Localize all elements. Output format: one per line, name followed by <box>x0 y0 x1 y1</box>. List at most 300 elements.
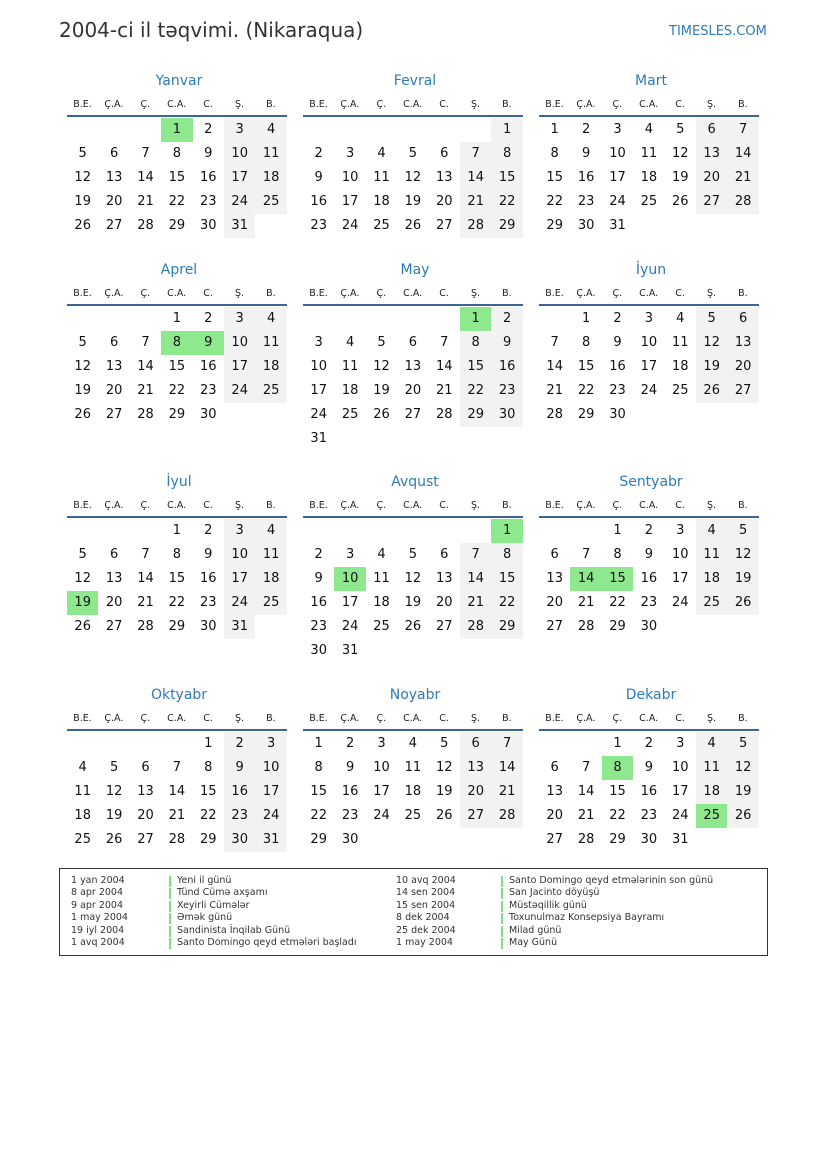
holiday-date: 1 may 2004 <box>71 912 128 924</box>
day-cell: 24 <box>341 218 359 233</box>
day-cell: 10 <box>640 335 658 350</box>
day-cell: 17 <box>224 567 255 591</box>
day-cell: 11 <box>74 784 91 799</box>
day-cell: 15 <box>609 784 626 799</box>
day-cell: 15 <box>200 784 217 799</box>
day-cell: 20 <box>404 383 422 398</box>
day-cell: 7 <box>172 760 182 775</box>
holiday-name: San Jacinto döyüşü <box>509 887 600 899</box>
day-cell: 21 <box>577 808 595 823</box>
month-name: Fevral <box>393 73 437 89</box>
day-cell: 30 <box>491 403 522 427</box>
holiday-name: Santo Domingo qeyd etmələrinin son günü <box>509 875 714 886</box>
month-name: Sentyabr <box>619 474 683 490</box>
day-cell: 22 <box>546 194 563 209</box>
day-cell: 7 <box>141 146 150 161</box>
day-cell: 31 <box>672 832 689 847</box>
weekday-header: C.A. <box>403 99 423 110</box>
day-cell: 22 <box>609 808 626 823</box>
day-cell: 26 <box>74 218 91 233</box>
day-cell: 8 <box>460 331 491 355</box>
day-cell: 9 <box>644 760 654 775</box>
day-cell: 21 <box>137 595 154 610</box>
day-cell: 2 <box>204 311 213 326</box>
day-cell: 6 <box>440 547 449 562</box>
day-cell: 2 <box>204 523 213 538</box>
day-cell: 28 <box>137 407 154 422</box>
weekday-header: Ç.A. <box>340 288 360 299</box>
day-cell: 21 <box>436 383 453 398</box>
day-cell: 22 <box>491 190 522 214</box>
weekday-header: B.E. <box>73 99 92 110</box>
day-cell: 3 <box>224 519 255 543</box>
day-cell: 5 <box>727 732 758 756</box>
weekday-header: B.E. <box>73 500 92 511</box>
day-cell: 3 <box>345 146 355 161</box>
day-cell: 14 <box>577 784 595 799</box>
day-cell: 8 <box>550 146 559 161</box>
day-cell: 13 <box>105 170 123 185</box>
weekday-header: B.E. <box>545 500 564 511</box>
weekday-header: C.A. <box>403 288 423 299</box>
day-cell: 24 <box>224 190 255 214</box>
holiday-name: Xeyirli Cümələr <box>177 899 250 911</box>
day-cell: 29 <box>609 832 626 847</box>
weekday-header: C.A. <box>639 288 659 299</box>
day-cell: 28 <box>137 619 154 634</box>
day-cell: 5 <box>78 146 87 161</box>
day-cell: 12 <box>436 760 453 775</box>
day-cell: 27 <box>137 832 154 847</box>
day-cell: 13 <box>727 331 758 355</box>
day-cell: 30 <box>640 832 658 847</box>
day-cell: 9 <box>613 335 622 350</box>
weekday-header: B. <box>502 288 512 299</box>
day-cell: 17 <box>672 571 689 586</box>
day-cell: 5 <box>78 547 87 562</box>
weekday-header: B.E. <box>309 713 328 724</box>
day-cell: 11 <box>640 146 658 161</box>
day-cell: 12 <box>672 146 689 161</box>
day-cell: 20 <box>105 595 123 610</box>
weekday-header: Ç. <box>140 99 151 110</box>
day-cell: 21 <box>460 591 491 615</box>
day-cell: 18 <box>696 780 727 804</box>
day-cell: 3 <box>345 547 355 562</box>
day-cell: 17 <box>341 194 359 209</box>
holiday-date: 8 dek 2004 <box>396 912 450 924</box>
day-cell: 30 <box>200 619 217 634</box>
day-cell: 23 <box>200 595 217 610</box>
holiday-name: Sandinista İnqilab Günü <box>177 924 291 936</box>
day-cell: 13 <box>105 571 123 586</box>
header-rule <box>67 115 287 117</box>
day-cell: 21 <box>137 194 154 209</box>
day-cell: 15 <box>577 359 595 374</box>
day-cell: 16 <box>200 571 217 586</box>
day-cell: 31 <box>255 828 286 852</box>
weekday-header: C.A. <box>639 99 659 110</box>
day-cell: 10 <box>672 760 689 775</box>
holiday-date: 14 sen 2004 <box>396 887 456 899</box>
weekday-header: Ç.A. <box>104 500 124 511</box>
day-cell: 4 <box>676 311 685 326</box>
day-cell: 25 <box>404 808 422 823</box>
day-cell: 8 <box>172 146 182 161</box>
day-cell: 22 <box>168 595 186 610</box>
day-cell: 24 <box>310 407 327 422</box>
weekday-header: Ç.A. <box>104 713 124 724</box>
day-cell: 26 <box>373 407 390 422</box>
day-cell: 13 <box>436 170 453 185</box>
day-cell: 8 <box>491 142 522 166</box>
day-cell: 29 <box>310 832 327 847</box>
day-cell: 19 <box>373 383 390 398</box>
day-cell: 1 <box>172 523 182 538</box>
weekday-header: Ş. <box>706 288 717 299</box>
holiday-date: 15 sen 2004 <box>396 899 456 911</box>
day-cell: 5 <box>78 335 87 350</box>
day-cell: 24 <box>341 619 359 634</box>
day-cell: 18 <box>672 359 689 374</box>
day-cell: 18 <box>255 166 286 190</box>
weekday-header: C. <box>203 99 213 110</box>
holiday-name: Əmək günü <box>177 912 233 924</box>
day-cell: 23 <box>640 595 658 610</box>
day-cell: 19 <box>74 194 91 209</box>
header-rule <box>303 729 523 731</box>
day-cell: 6 <box>696 118 727 142</box>
weekday-header: B. <box>266 500 276 511</box>
day-cell: 4 <box>696 732 727 756</box>
day-cell: 5 <box>408 146 418 161</box>
day-cell: 3 <box>377 736 386 751</box>
holiday-marker <box>501 888 503 899</box>
day-cell: 19 <box>727 780 758 804</box>
site-link[interactable]: TIMESLES.COM <box>669 24 767 39</box>
day-cell: 1 <box>204 736 213 751</box>
holiday-marker <box>169 901 171 912</box>
day-cell: 14 <box>491 756 522 780</box>
holiday-name: May Günü <box>509 937 558 949</box>
day-cell: 4 <box>255 519 286 543</box>
holiday-name: Milad günü <box>509 924 562 936</box>
day-cell: 15 <box>491 166 522 190</box>
month-name: May <box>400 262 430 278</box>
day-cell: 3 <box>314 335 323 350</box>
weekday-header: B. <box>502 500 512 511</box>
day-cell: 12 <box>404 170 422 185</box>
holiday-day-cell: 9 <box>193 331 224 355</box>
day-cell: 26 <box>74 407 91 422</box>
month-name: İyun <box>635 262 667 278</box>
day-cell: 26 <box>105 832 123 847</box>
holiday-marker <box>501 876 503 887</box>
day-cell: 28 <box>137 218 154 233</box>
day-cell: 26 <box>74 619 91 634</box>
day-cell: 7 <box>550 335 559 350</box>
holiday-name: Müstəqillik günü <box>509 899 587 911</box>
day-cell: 29 <box>168 218 186 233</box>
day-cell: 28 <box>727 190 758 214</box>
day-cell: 24 <box>672 808 689 823</box>
holiday-names-left <box>177 875 357 949</box>
holiday-marker <box>501 926 503 937</box>
day-cell: 15 <box>168 170 186 185</box>
day-cell: 29 <box>609 619 626 634</box>
day-cell: 5 <box>696 307 727 331</box>
day-cell: 31 <box>224 615 255 639</box>
weekday-header: Ç.A. <box>576 713 596 724</box>
day-cell: 15 <box>491 567 522 591</box>
day-cell: 13 <box>404 359 422 374</box>
weekday-header: B.E. <box>309 288 328 299</box>
day-cell: 22 <box>310 808 327 823</box>
weekday-header: B. <box>502 99 512 110</box>
holiday-date: 8 apr 2004 <box>71 887 124 899</box>
day-cell: 18 <box>255 355 286 379</box>
weekday-header: Ş. <box>470 713 481 724</box>
day-cell: 28 <box>460 615 491 639</box>
day-cell: 16 <box>200 170 217 185</box>
day-cell: 15 <box>310 784 327 799</box>
header-rule <box>67 516 287 518</box>
weekday-header: Ş. <box>234 500 245 511</box>
day-cell: 3 <box>255 732 286 756</box>
day-cell: 26 <box>696 379 727 403</box>
day-cell: 18 <box>404 784 422 799</box>
day-cell: 1 <box>581 311 591 326</box>
day-cell: 8 <box>314 760 323 775</box>
day-cell: 31 <box>341 643 359 658</box>
day-cell: 2 <box>491 307 522 331</box>
day-cell: 26 <box>727 804 758 828</box>
day-cell: 4 <box>345 335 355 350</box>
day-cell: 25 <box>341 407 359 422</box>
day-cell: 2 <box>224 732 255 756</box>
day-cell: 1 <box>550 122 559 137</box>
day-cell: 31 <box>310 431 327 446</box>
weekday-header: C.A. <box>167 713 187 724</box>
holiday-date: 10 avq 2004 <box>396 875 456 886</box>
day-cell: 19 <box>74 383 91 398</box>
holiday-day-cell: 25 <box>696 804 727 828</box>
day-cell: 16 <box>577 170 595 185</box>
weekday-header: Ş. <box>470 500 481 511</box>
day-cell: 28 <box>168 832 186 847</box>
month-name: Avqust <box>391 474 439 490</box>
day-cell: 5 <box>377 335 386 350</box>
weekday-header: B.E. <box>545 99 564 110</box>
weekday-header: B.E. <box>73 713 92 724</box>
weekday-header: Ç.A. <box>576 500 596 511</box>
day-cell: 25 <box>255 379 286 403</box>
header-rule <box>539 304 759 306</box>
day-cell: 4 <box>377 547 386 562</box>
day-cell: 23 <box>640 808 658 823</box>
day-cell: 28 <box>546 407 563 422</box>
weekday-header: Ç. <box>612 288 623 299</box>
day-cell: 3 <box>613 122 622 137</box>
holiday-marker <box>169 876 171 887</box>
day-cell: 19 <box>105 808 123 823</box>
day-cell: 17 <box>373 784 390 799</box>
day-cell: 2 <box>204 122 213 137</box>
holiday-marker <box>169 938 171 949</box>
day-cell: 4 <box>644 122 654 137</box>
weekday-header: B. <box>266 288 276 299</box>
weekday-header: Ç. <box>376 99 387 110</box>
day-cell: 10 <box>341 170 359 185</box>
day-cell: 17 <box>672 784 689 799</box>
day-cell: 13 <box>696 142 727 166</box>
holiday-marker <box>169 926 171 937</box>
day-cell: 8 <box>172 547 182 562</box>
weekday-header: Ç. <box>612 713 623 724</box>
weekday-header: B.E. <box>309 99 328 110</box>
weekday-header: Ç.A. <box>340 713 360 724</box>
day-cell: 17 <box>255 780 286 804</box>
day-cell: 21 <box>727 166 758 190</box>
day-cell: 25 <box>696 591 727 615</box>
holiday-dates-right <box>396 875 456 949</box>
day-cell: 23 <box>609 383 626 398</box>
day-cell: 9 <box>491 331 522 355</box>
day-cell: 9 <box>644 547 654 562</box>
day-cell: 9 <box>204 547 213 562</box>
month-name: Aprel <box>160 262 198 278</box>
day-cell: 5 <box>408 547 418 562</box>
day-cell: 6 <box>109 335 119 350</box>
day-cell: 6 <box>727 307 758 331</box>
weekday-header: Ç. <box>612 500 623 511</box>
weekday-header: B. <box>738 99 748 110</box>
weekday-header: B.E. <box>545 713 564 724</box>
day-cell: 11 <box>341 359 359 374</box>
day-cell: 14 <box>137 359 154 374</box>
holiday-day-cell: 1 <box>491 519 522 543</box>
holiday-day-cell: 1 <box>161 118 192 142</box>
day-cell: 19 <box>404 194 422 209</box>
weekday-header: Ş. <box>470 99 481 110</box>
day-cell: 27 <box>105 218 123 233</box>
day-cell: 27 <box>460 804 491 828</box>
weekday-header: Ş. <box>706 713 717 724</box>
holiday-marker <box>169 888 171 899</box>
weekday-header: C. <box>203 288 213 299</box>
weekday-header: C.A. <box>167 288 187 299</box>
day-cell: 20 <box>105 194 123 209</box>
day-cell: 12 <box>74 571 91 586</box>
day-cell: 7 <box>141 547 150 562</box>
day-cell: 15 <box>460 355 491 379</box>
day-cell: 12 <box>373 359 390 374</box>
day-cell: 28 <box>436 407 453 422</box>
day-cell: 30 <box>341 832 359 847</box>
day-cell: 19 <box>404 595 422 610</box>
day-cell: 24 <box>672 595 689 610</box>
day-cell: 10 <box>224 142 255 166</box>
day-cell: 25 <box>255 591 286 615</box>
weekday-header: Ç.A. <box>104 99 124 110</box>
day-cell: 18 <box>74 808 91 823</box>
day-cell: 8 <box>613 547 622 562</box>
header-rule <box>539 516 759 518</box>
day-cell: 9 <box>314 170 323 185</box>
day-cell: 16 <box>640 571 658 586</box>
day-cell: 17 <box>640 359 658 374</box>
day-cell: 28 <box>460 214 491 238</box>
day-cell: 30 <box>577 218 595 233</box>
day-cell: 18 <box>373 194 390 209</box>
day-cell: 25 <box>672 383 689 398</box>
weekday-header: C. <box>203 500 213 511</box>
day-cell: 29 <box>168 619 186 634</box>
weekday-header: Ç. <box>140 713 151 724</box>
day-cell: 23 <box>224 804 255 828</box>
day-cell: 8 <box>491 543 522 567</box>
day-cell: 28 <box>577 619 595 634</box>
weekday-header: Ç.A. <box>340 99 360 110</box>
day-cell: 23 <box>200 383 217 398</box>
day-cell: 13 <box>105 359 123 374</box>
day-cell: 27 <box>696 190 727 214</box>
day-cell: 7 <box>460 142 491 166</box>
holiday-name: Santo Domingo qeyd etmələri başladı <box>177 937 357 949</box>
day-cell: 3 <box>676 736 685 751</box>
day-cell: 29 <box>168 407 186 422</box>
day-cell: 20 <box>436 595 453 610</box>
day-cell: 12 <box>696 331 727 355</box>
page-title: 2004-ci il təqvimi. (Nikaraqua) <box>59 18 364 42</box>
day-cell: 13 <box>546 784 563 799</box>
weekday-header: Ç. <box>612 99 623 110</box>
day-cell: 27 <box>105 407 123 422</box>
day-cell: 25 <box>74 832 91 847</box>
weekday-header: Ç. <box>376 500 387 511</box>
weekday-header: Ç.A. <box>340 500 360 511</box>
holiday-day-cell: 8 <box>161 331 192 355</box>
weekday-header: B. <box>738 713 748 724</box>
day-cell: 12 <box>404 571 422 586</box>
day-cell: 22 <box>609 595 626 610</box>
day-cell: 4 <box>408 736 418 751</box>
day-cell: 13 <box>436 571 453 586</box>
day-cell: 14 <box>460 567 491 591</box>
day-cell: 29 <box>546 218 563 233</box>
day-cell: 10 <box>609 146 626 161</box>
day-cell: 22 <box>577 383 595 398</box>
day-cell: 30 <box>609 407 626 422</box>
weekday-header: C. <box>439 713 449 724</box>
day-cell: 18 <box>696 567 727 591</box>
day-cell: 5 <box>727 519 758 543</box>
holiday-day-cell: 14 <box>570 567 601 591</box>
header-rule <box>539 115 759 117</box>
weekday-header: C. <box>675 288 685 299</box>
day-cell: 16 <box>224 780 255 804</box>
day-cell: 28 <box>491 804 522 828</box>
day-cell: 23 <box>341 808 359 823</box>
day-cell: 17 <box>224 166 255 190</box>
day-cell: 30 <box>200 407 217 422</box>
day-cell: 11 <box>373 571 390 586</box>
day-cell: 21 <box>460 190 491 214</box>
weekday-header: B. <box>738 500 748 511</box>
day-cell: 26 <box>436 808 453 823</box>
day-cell: 6 <box>408 335 418 350</box>
day-cell: 4 <box>255 307 286 331</box>
